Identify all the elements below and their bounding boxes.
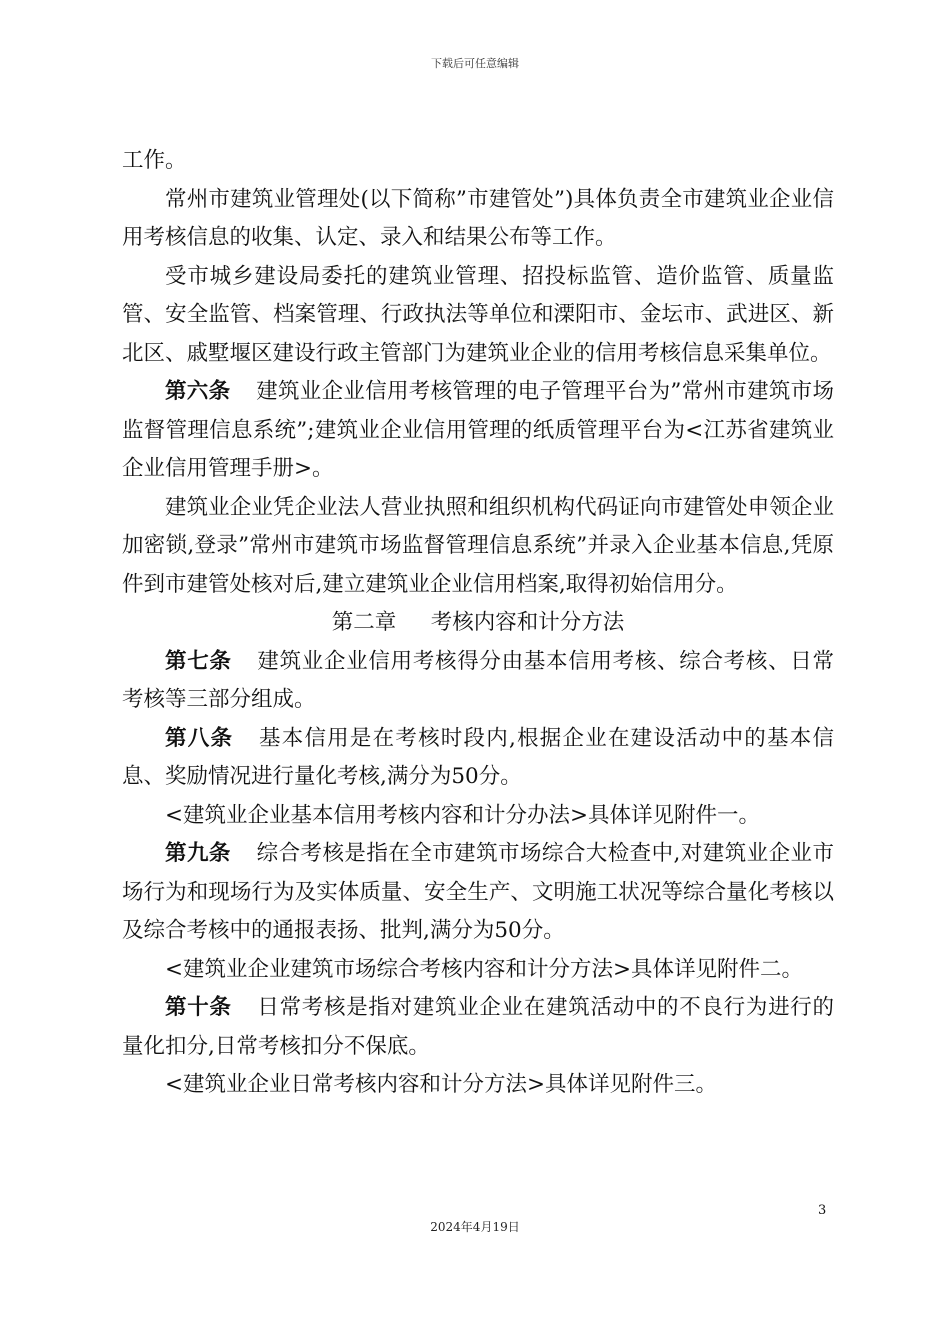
article-paragraph	[122, 720, 834, 797]
chapter-title: 考核内容和计分方法	[430, 610, 625, 635]
paragraph-text: 受市城乡建设局委托的建筑业管理、招投标监管、造价监管、质量监管、安全监管、档案管理、行政执法等单位和溧阳市、金坛市、武进区、新北区、戚墅堰区建设行政主管部门为建筑业企业的信用考核信息采集单位。	[122, 263, 834, 366]
paragraph-text: 建筑业企业信用考核管理的电子管理平台为”常州市建筑市场监督管理信息系统”;建筑业企业信用管理的纸质管理平台为<江苏省建筑业企业信用管理手册>。	[122, 379, 834, 481]
paragraph	[122, 258, 834, 374]
paragraph-text: 建筑业企业凭企业法人营业执照和组织机构代码证向市建管处申领企业加密锁,登录”常州市建筑市场监督管理信息系统”并录入企业基本信息,凭原件到市建管处核对后,建立建筑业企业信用档案,取得初始信用分。	[122, 494, 834, 597]
paragraph	[122, 797, 834, 836]
paragraph-text: 综合考核是指在全市建筑市场综合大检查中,对建筑业企业市场行为和现场行为及实体质量、安全生产、文明施工状况等综合量化考核以及综合考核中的通报表扬、批判,满分为50分。	[122, 841, 834, 943]
paragraph	[122, 489, 834, 605]
page-footer-date: 2024年4月19日	[430, 1220, 520, 1234]
paragraph	[122, 142, 834, 181]
paragraph-text: <建筑业企业日常考核内容和计分方法>具体详见附件三。	[165, 1072, 718, 1097]
paragraph-text: <建筑业企业基本信用考核内容和计分办法>具体详见附件一。	[165, 802, 761, 828]
article-number: 第十条	[165, 995, 232, 1020]
paragraph-text: <建筑业企业建筑市场综合考核内容和计分方法>具体详见附件二。	[165, 956, 804, 982]
paragraph	[122, 181, 834, 258]
paragraph	[122, 951, 834, 990]
article-paragraph	[122, 643, 834, 720]
paragraph-text: 常州市建筑业管理处(以下简称”市建管处”)具体负责全市建筑业企业信用考核信息的收集、认定、录入和结果公布等工作。	[122, 186, 834, 250]
chapter-number: 第二章	[331, 610, 397, 635]
paragraph-text: 工作。	[122, 148, 187, 173]
article-paragraph	[122, 835, 834, 951]
article-number: 第八条	[165, 725, 234, 751]
article-number: 第七条	[165, 648, 232, 674]
article-paragraph	[122, 989, 834, 1066]
article-number: 第六条	[165, 379, 231, 404]
document-body	[122, 142, 834, 1105]
paragraph	[122, 1066, 834, 1105]
article-number: 第九条	[165, 841, 231, 866]
article-paragraph	[122, 373, 834, 489]
chapter-heading	[122, 604, 834, 643]
paragraph-text: 日常考核是指对建筑业企业在建筑活动中的不良行为进行的量化扣分,日常考核扣分不保底。	[122, 995, 834, 1059]
page-number: 3	[818, 1203, 827, 1218]
paragraph-text: 建筑业企业信用考核得分由基本信用考核、综合考核、日常考核等三部分组成。	[122, 648, 834, 712]
paragraph-text: 基本信用是在考核时段内,根据企业在建设活动中的基本信息、奖励情况进行量化考核,满分为50分。	[122, 725, 834, 789]
page-header: 下载后可任意编辑	[431, 57, 519, 70]
